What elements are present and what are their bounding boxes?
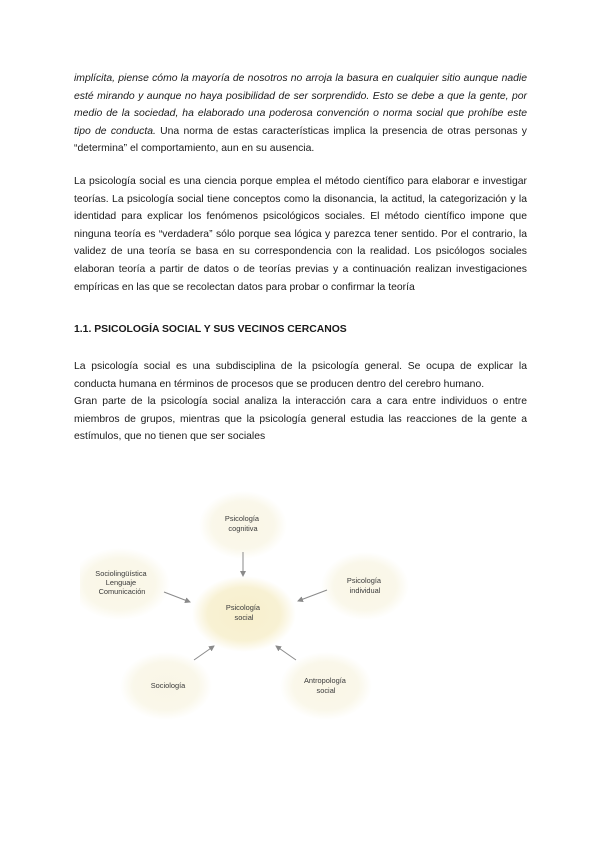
paragraph-subdiscipline-part1: La psicología social es una subdisciplina de la psicología general. Se ocupa de explicar la conducta humana en términos de procesos que se producen dentro del cerebro humano. bbox=[74, 361, 527, 390]
arrow-sociologia bbox=[194, 646, 214, 660]
disciplines-diagram bbox=[80, 488, 500, 728]
paragraph-norms-italic: implícita, piense cómo la mayoría de nosotros no arroja la basura en cualquier sitio aunque nadie esté mirando y aunque no haya posibilidad de ser sorprendido. Esto se debe a que la gente, por medio de la sociedad, ha elaborado una poderosa convención o norma social que prohíbe este tipo de conducta. bbox=[74, 73, 527, 137]
paragraph-norms-normal: Una norma de estas características implica la presencia de otras personas y “determina” el comportamiento, aun en su ausencia. bbox=[74, 125, 527, 155]
paragraph-scientific-method: La psicología social es una ciencia porque emplea el método científico para elaborar e investigar teorías. La psicología social tiene conceptos como la disonancia, la actitud, la categorización y la identidad para explicar los fenómenos psicológicos sociales. El método científico impone que ninguna teoría es “verdadera” sólo porque sea lógica y parezca tener sentido. Por el contrario, la validez de una teoría se basa en su correspondencia con la realidad. Los psicólogos sociales elaboran teoría a partir de datos o de teorías previas y a continuación realizan investigaciones empíricas en las que se recolectan datos para probar o confirmar la teoría bbox=[74, 176, 527, 293]
arrow-sociolinguistica bbox=[164, 592, 190, 602]
arrow-antropologia bbox=[276, 646, 296, 660]
paragraph-norms bbox=[74, 70, 527, 158]
node-individual-label: Psicología individual bbox=[346, 576, 382, 595]
node-sociolinguistica-label: Sociolingüística Lenguaje Comunicación bbox=[95, 569, 147, 596]
node-antropologia-label: Antropología social bbox=[304, 676, 346, 695]
section-heading: 1.1. PSICOLOGÍA SOCIAL Y SUS VECINOS CERCANOS bbox=[74, 324, 347, 335]
node-center-label: Psicología social bbox=[225, 603, 261, 622]
node-cognitiva-label: Psicología cognitiva bbox=[224, 514, 260, 533]
paragraph-subdiscipline bbox=[74, 358, 527, 446]
node-sociologia-label: Sociología bbox=[150, 681, 186, 690]
arrow-individual bbox=[298, 590, 327, 601]
paragraph-subdiscipline-part2: Gran parte de la psicología social analiza la interacción cara a cara entre individuos o entre miembros de grupos, mientras que la psicología general estudia las reacciones de la gente a estímulos, que no tienen que ser sociales bbox=[74, 396, 527, 443]
